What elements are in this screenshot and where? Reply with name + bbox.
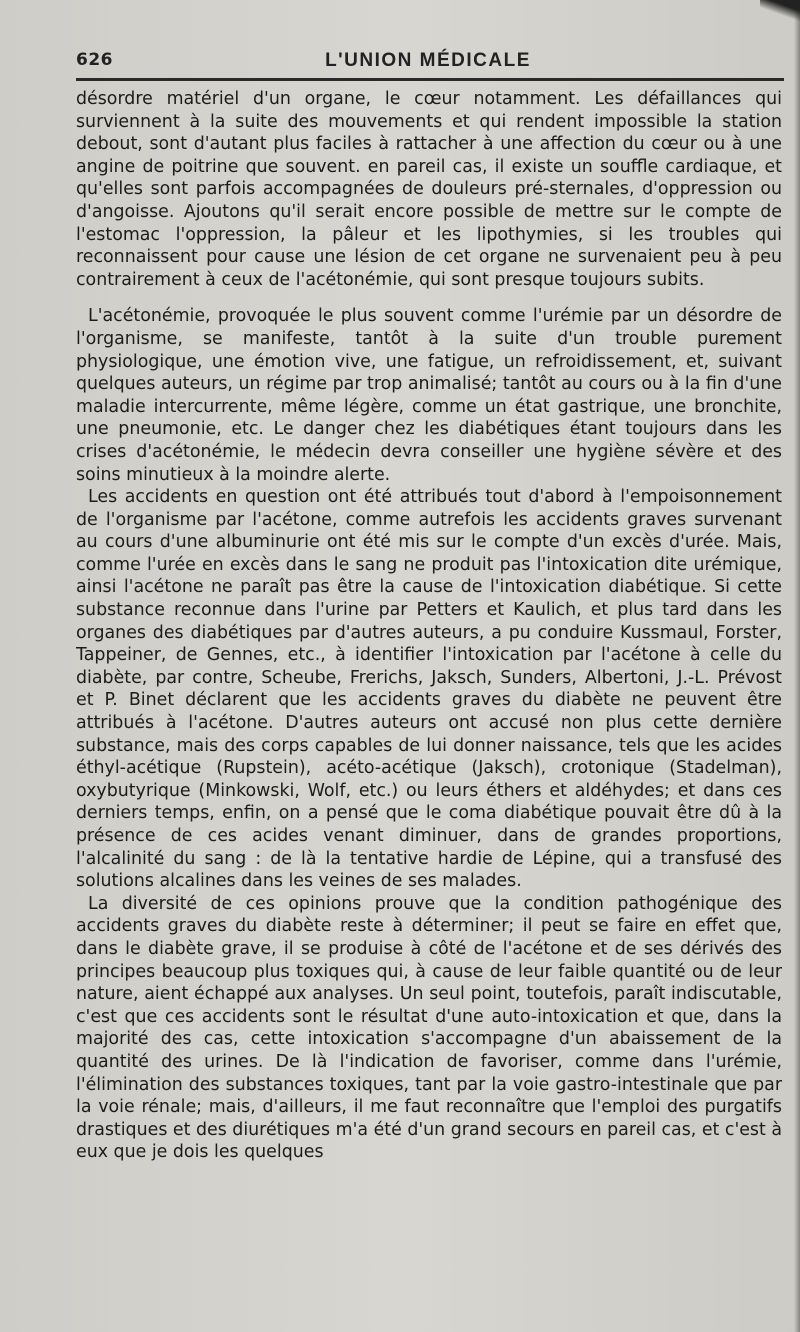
page-header [76, 48, 780, 78]
page-number: 626 [76, 50, 113, 70]
paragraph-4-text: La diversité de ces opinions prouve que la condition pathogénique des accidents graves du diabète reste à déterminer; il peut se faire en effet que, dans le diabète grave, il se produise à côté de l'acétone et de ses dérivés des principes beaucoup plus toxiques qui, à cause de leur faible quantité ou de leur nature, aient échappé aux analyses. Un seul point, toutefois, paraît indiscutable, c'est que ces accidents sont le résultat d'une auto-intoxication et que, dans la majorité des cas, cette intoxication s'accompagne d'un abaissement de la quantité des urines. De là l'indication de favoriser, comme dans l'urémie, l'élimination des substances toxiques, tant par la voie gastro-intestinale que par la voie rénale; mais, d'ailleurs, il me faut reconnaître que l'emploi des purgatifs drastiques et des diurétiques m'a été d'un grand secours en pareil cas, et c'est à eux que je dois les quelques [76, 893, 782, 1163]
paragraph-1: désordre matériel d'un organe, le cœur notamment. Les défaillances qui surviennent à la suite des mouvements et qui rendent impossible la station debout, sont d'autant plus faciles à rattacher à une affection du cœur ou à une angine de poitrine que souvent. en pareil cas, il existe un souffle cardiaque, et qu'elles sont parfois accompagnées de douleurs pré-sternales, d'oppression ou d'angoisse. Ajoutons qu'il serait encore possible de mettre sur le compte de l'estomac l'oppression, la pâleur et les lipothymies, si les troubles qui reconnaissent pour cause une lésion de cet organe ne survenaient peu à peu contrairement à ceux de l'acétonémie, qui sont presque toujours subits. [76, 89, 782, 290]
running-title: L'UNION MÉDICALE [325, 50, 531, 71]
article-body [76, 88, 782, 1164]
paragraph-2 [76, 305, 782, 486]
header-rule [76, 78, 784, 81]
paragraph-3 [76, 486, 782, 893]
page-edge-shadow [794, 0, 800, 1332]
paragraph-3-text: Les accidents en question ont été attribués tout d'abord à l'empoisonnement de l'organisme par l'acétone, comme autrefois les accidents graves survenant au cours d'une albuminurie ont été mis sur le compte d'un excès d'urée. Mais, comme l'urée en excès dans le sang ne produit pas l'intoxication dite urémique, ainsi l'acétone ne paraît pas être la cause de l'intoxication diabétique. Si cette substance reconnue dans l'urine par Petters et Kaulich, et plus tard dans les organes des diabétiques par d'autres auteurs, a pu conduire Kussmaul, Forster, Tappeiner, de Gennes, etc., à identifier l'intoxication par l'acétone à celle du diabète, par contre, Scheube, Frerichs, Jaksch, Sunders, Albertoni, J.-L. Prévost et P. Binet déclarent que les accidents graves du diabète ne peuvent être attribués à l'acétone. D'autres auteurs ont accusé non plus cette dernière substance, mais des corps capables de lui donner naissance, tels que les acides éthyl-acétique (Rupstein), acéto-acétique (Jaksch), crotonique (Stadelman), oxybutyrique (Minkowski, Wolf, etc.) ou leurs éthers et aldéhydes; et dans ces derniers temps, enfin, on a pensé que le coma diabétique pouvait être dû à la présence de ces acides venant diminuer, dans de grandes proportions, l'alcalinité du sang : de là la tentative hardie de Lépine, qui a transfusé des solutions alcalines dans les veines de ses malades. [76, 487, 782, 892]
corner-tab-mark [760, 0, 800, 22]
paragraph-4 [76, 893, 782, 1164]
paragraph-2-text: L'acétonémie, provoquée le plus souvent comme l'urémie par un désordre de l'organisme, se manifeste, tantôt à la suite d'un trouble purement physiologique, une émotion vive, une fatigue, un refroidissement, et, suivant quelques auteurs, un régime par trop animalisé; tantôt au cours ou à la fin d'une maladie intercurrente, même légère, comme un état gastrique, une bronchite, une pneumonie, etc. Le danger chez les diabétiques étant toujours dans les crises d'acétonémie, le médecin devra conseiller une hygiène sévère et des soins minutieux à la moindre alerte. [76, 306, 782, 485]
